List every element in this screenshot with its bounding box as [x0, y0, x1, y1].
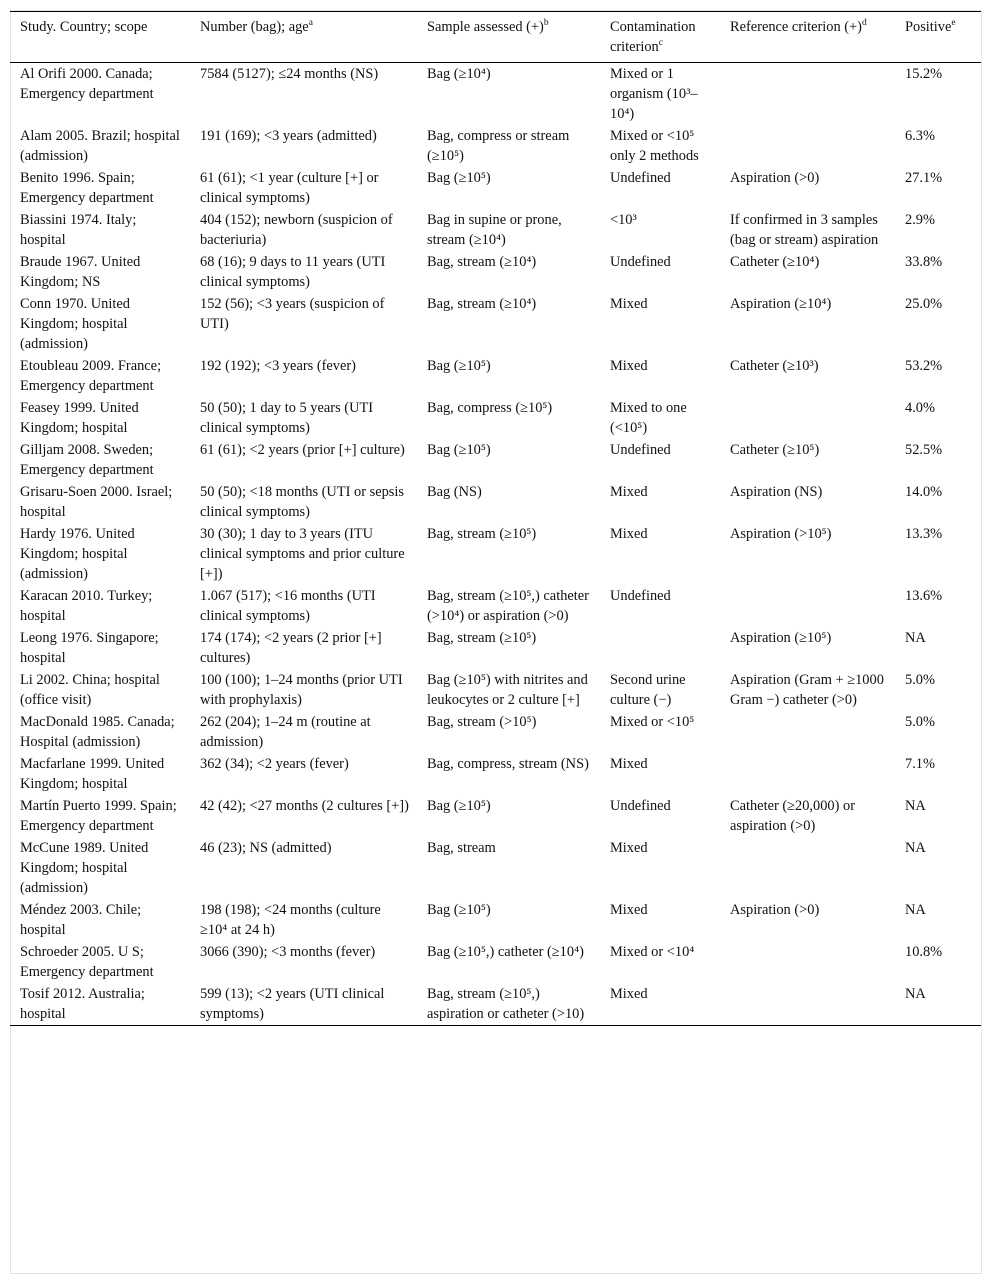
- cell-reference: Catheter (≥10⁴): [730, 254, 820, 270]
- cell-contamination: Mixed: [610, 840, 648, 856]
- cell-number: 100 (100); 1–24 months (prior UTI with prophylaxis): [200, 672, 403, 708]
- cell-study: Biassini 1974. Italy; hospital: [20, 212, 137, 248]
- cell-sample: Bag, stream (≥10⁵): [427, 630, 537, 646]
- cell-sample: Bag (≥10⁵): [427, 358, 491, 374]
- header-sample: Sample assessed $(+)^b$: [427, 18, 549, 35]
- cell-positive: 7.1%: [905, 756, 935, 772]
- table-row: [10, 251, 981, 293]
- cell-reference: [720, 941, 895, 983]
- cell-number: 198 (198); <24 months (culture ≥10⁴ at 24 h): [200, 902, 381, 938]
- cell-positive: 10.8%: [905, 944, 943, 960]
- cell-sample: Bag (≥10⁵): [427, 902, 491, 918]
- cell-contamination: Mixed or <10⁵ only 2 methods: [610, 128, 699, 164]
- cell-number: 50 (50); <18 months (UTI or sepsis clinical symptoms): [200, 484, 404, 520]
- cell-study: Al Orifi 2000. Canada; Emergency department: [20, 66, 154, 102]
- cell-sample: Bag, stream (≥10⁴): [427, 254, 537, 270]
- table-row: [10, 209, 981, 251]
- cell-contamination: Undefined: [610, 798, 671, 814]
- cell-positive: 53.2%: [905, 358, 943, 374]
- cell-reference: Catheter (≥20,000) or aspiration (>0): [730, 798, 855, 834]
- table-row: [10, 63, 981, 126]
- cell-positive: 13.3%: [905, 526, 943, 542]
- cell-reference: [720, 125, 895, 167]
- cell-study: Feasey 1999. United Kingdom; hospital: [20, 400, 139, 436]
- cell-positive: NA: [905, 986, 926, 1002]
- cell-reference: Aspiration (≥10⁴): [730, 296, 832, 312]
- cell-reference: [720, 983, 895, 1026]
- table-row: [10, 753, 981, 795]
- cell-sample: Bag, stream (≥10⁵,) aspiration or catheter (>10): [427, 986, 585, 1022]
- table-row: [10, 585, 981, 627]
- cell-positive: 2.9%: [905, 212, 935, 228]
- table-row: [10, 355, 981, 397]
- cell-reference: [720, 837, 895, 899]
- cell-number: 3066 (390); <3 months (fever): [200, 944, 376, 960]
- cell-number: 152 (56); <3 years (suspicion of UTI): [200, 296, 385, 332]
- cell-sample: Bag (≥10⁵): [427, 442, 491, 458]
- cell-study: McCune 1989. United Kingdom; hospital (admission): [20, 840, 149, 896]
- cell-sample: Bag (≥10⁴): [427, 66, 491, 82]
- cell-contamination: Mixed or <10⁴: [610, 944, 695, 960]
- cell-reference: Aspiration (Gram + ≥1000 Gram −) catheter (>0): [730, 672, 884, 708]
- cell-study: Alam 2005. Brazil; hospital (admission): [20, 128, 180, 164]
- cell-positive: 14.0%: [905, 484, 943, 500]
- cell-contamination: Second urine culture (−): [610, 672, 686, 708]
- cell-number: 599 (13); <2 years (UTI clinical symptoms): [200, 986, 385, 1022]
- cell-reference: Aspiration (≥10⁵): [730, 630, 832, 646]
- cell-positive: NA: [905, 798, 926, 814]
- cell-positive: 15.2%: [905, 66, 943, 82]
- table-row: [10, 481, 981, 523]
- cell-positive: 13.6%: [905, 588, 943, 604]
- cell-positive: NA: [905, 630, 926, 646]
- cell-positive: 4.0%: [905, 400, 935, 416]
- cell-sample: Bag (≥10⁵,) catheter (≥10⁴): [427, 944, 584, 960]
- cell-contamination: [600, 627, 720, 669]
- cell-positive: 5.0%: [905, 672, 935, 688]
- cell-sample: Bag, compress (≥10⁵): [427, 400, 553, 416]
- cell-number: 174 (174); <2 years (2 prior [+] cultures): [200, 630, 382, 666]
- cell-contamination: Mixed: [610, 902, 648, 918]
- cell-number: 68 (16); 9 days to 11 years (UTI clinical symptoms): [200, 254, 386, 290]
- cell-study: Benito 1996. Spain; Emergency department: [20, 170, 154, 206]
- table-row: [10, 941, 981, 983]
- table-row: [10, 293, 981, 355]
- table-row: [10, 125, 981, 167]
- cell-study: Braude 1967. United Kingdom; NS: [20, 254, 141, 290]
- cell-number: 362 (34); <2 years (fever): [200, 756, 349, 772]
- table-row: [10, 983, 981, 1026]
- cell-study: Grisaru-Soen 2000. Israel; hospital: [20, 484, 173, 520]
- cell-study: Macfarlane 1999. United Kingdom; hospital: [20, 756, 165, 792]
- cell-sample: Bag, stream (≥10⁴): [427, 296, 537, 312]
- cell-sample: Bag, stream (≥10⁵,) catheter (>10⁴) or aspiration (>0): [427, 588, 589, 624]
- cell-sample: Bag, compress or stream (≥10⁵): [427, 128, 570, 164]
- table-header: [10, 12, 981, 63]
- cell-contamination: Mixed: [610, 484, 648, 500]
- table-row: [10, 439, 981, 481]
- header-positive: Positive$^e$: [905, 18, 956, 35]
- header-reference: Reference criterion $(+)^d$: [730, 18, 867, 35]
- cell-reference: Aspiration (>0): [730, 902, 820, 918]
- cell-contamination: Mixed to one (<10⁵): [610, 400, 687, 436]
- cell-contamination: Mixed: [610, 358, 648, 374]
- cell-contamination: Mixed: [610, 986, 648, 1002]
- cell-reference: Aspiration (>10⁵): [730, 526, 832, 542]
- cell-number: 46 (23); NS (admitted): [200, 840, 332, 856]
- table-row: [10, 397, 981, 439]
- cell-contamination: <10³: [610, 212, 637, 228]
- header-row: [10, 12, 981, 63]
- cell-study: Karacan 2010. Turkey; hospital: [20, 588, 153, 624]
- cell-study: Li 2002. China; hospital (office visit): [20, 672, 160, 708]
- cell-positive: 52.5%: [905, 442, 943, 458]
- cell-study: Schroeder 2005. U S; Emergency department: [20, 944, 154, 980]
- cell-number: 30 (30); 1 day to 3 years (ITU clinical symptoms and prior culture [+]): [200, 526, 405, 582]
- cell-sample: Bag (≥10⁵) with nitrites and leukocytes or 2 culture [+]: [427, 672, 588, 708]
- cell-sample: Bag, stream (>10⁵): [427, 714, 537, 730]
- cell-number: 191 (169); <3 years (admitted): [200, 128, 377, 144]
- table-row: [10, 167, 981, 209]
- cell-positive: 6.3%: [905, 128, 935, 144]
- cell-number: 42 (42); <27 months (2 cultures [+]): [200, 798, 409, 814]
- cell-reference: [720, 63, 895, 126]
- cell-contamination: Undefined: [610, 254, 671, 270]
- cell-reference: [720, 711, 895, 753]
- cell-reference: [720, 397, 895, 439]
- cell-positive: NA: [905, 902, 926, 918]
- cell-positive: NA: [905, 840, 926, 856]
- cell-study: Gilljam 2008. Sweden; Emergency department: [20, 442, 154, 478]
- table-row: [10, 523, 981, 585]
- cell-contamination: Undefined: [610, 442, 671, 458]
- table-row: [10, 837, 981, 899]
- cell-study: Leong 1976. Singapore; hospital: [20, 630, 159, 666]
- cell-study: Hardy 1976. United Kingdom; hospital (admission): [20, 526, 135, 582]
- table-row: [10, 899, 981, 941]
- cell-reference: Catheter (≥10⁵): [730, 442, 820, 458]
- cell-contamination: Undefined: [610, 588, 671, 604]
- cell-sample: Bag (NS): [427, 484, 482, 500]
- cell-study: Conn 1970. United Kingdom; hospital (admission): [20, 296, 130, 352]
- cell-sample: Bag, compress, stream (NS): [427, 756, 589, 772]
- cell-positive: 27.1%: [905, 170, 943, 186]
- cell-positive: 5.0%: [905, 714, 935, 730]
- cell-number: 262 (204); 1–24 m (routine at admission): [200, 714, 371, 750]
- table-row: [10, 711, 981, 753]
- cell-sample: Bag, stream: [427, 840, 496, 856]
- cell-number: 192 (192); <3 years (fever): [200, 358, 356, 374]
- cell-sample: Bag (≥10⁵): [427, 170, 491, 186]
- cell-number: 7584 (5127); ≤24 months (NS): [200, 66, 379, 82]
- cell-positive: 25.0%: [905, 296, 943, 312]
- table-row: [10, 627, 981, 669]
- cell-contamination: Mixed: [610, 296, 648, 312]
- cell-number: 404 (152); newborn (suspicion of bacteriuria): [200, 212, 393, 248]
- table-row: [10, 669, 981, 711]
- cell-positive: 33.8%: [905, 254, 943, 270]
- cell-sample: Bag in supine or prone, stream (≥10⁴): [427, 212, 562, 248]
- cell-number: 61 (61); <1 year (culture [+] or clinical symptoms): [200, 170, 379, 206]
- cell-reference: [720, 753, 895, 795]
- studies-table: [10, 11, 981, 1026]
- cell-sample: Bag, stream (≥10⁵): [427, 526, 537, 542]
- cell-study: Méndez 2003. Chile; hospital: [20, 902, 142, 938]
- cell-contamination: Undefined: [610, 170, 671, 186]
- header-study: Study. Country; scope: [20, 19, 148, 35]
- table-row: [10, 795, 981, 837]
- cell-reference: Aspiration (NS): [730, 484, 823, 500]
- cell-contamination: Mixed or <10⁵: [610, 714, 695, 730]
- header-contamination: Contamination criterion$^c$: [610, 19, 696, 55]
- cell-number: 61 (61); <2 years (prior [+] culture): [200, 442, 405, 458]
- table-body: [10, 63, 981, 1026]
- cell-contamination: Mixed: [610, 756, 648, 772]
- cell-study: MacDonald 1985. Canada; Hospital (admission): [20, 714, 175, 750]
- cell-reference: [720, 585, 895, 627]
- cell-study: Etoubleau 2009. France; Emergency department: [20, 358, 162, 394]
- cell-study: Tosif 2012. Australia; hospital: [20, 986, 145, 1022]
- cell-reference: Aspiration (>0): [730, 170, 820, 186]
- cell-contamination: Mixed: [610, 526, 648, 542]
- cell-reference: If confirmed in 3 samples (bag or stream) aspiration: [730, 212, 879, 248]
- cell-number: 50 (50); 1 day to 5 years (UTI clinical symptoms): [200, 400, 374, 436]
- cell-contamination: Mixed or 1 organism (10³–10⁴): [610, 66, 698, 122]
- cell-reference: Catheter (≥10³): [730, 358, 819, 374]
- header-number: Number (bag); age$^a$: [200, 18, 313, 35]
- cell-study: Martín Puerto 1999. Spain; Emergency department: [20, 798, 177, 834]
- cell-number: 1.067 (517); <16 months (UTI clinical symptoms): [200, 588, 376, 624]
- cell-sample: Bag (≥10⁵): [427, 798, 491, 814]
